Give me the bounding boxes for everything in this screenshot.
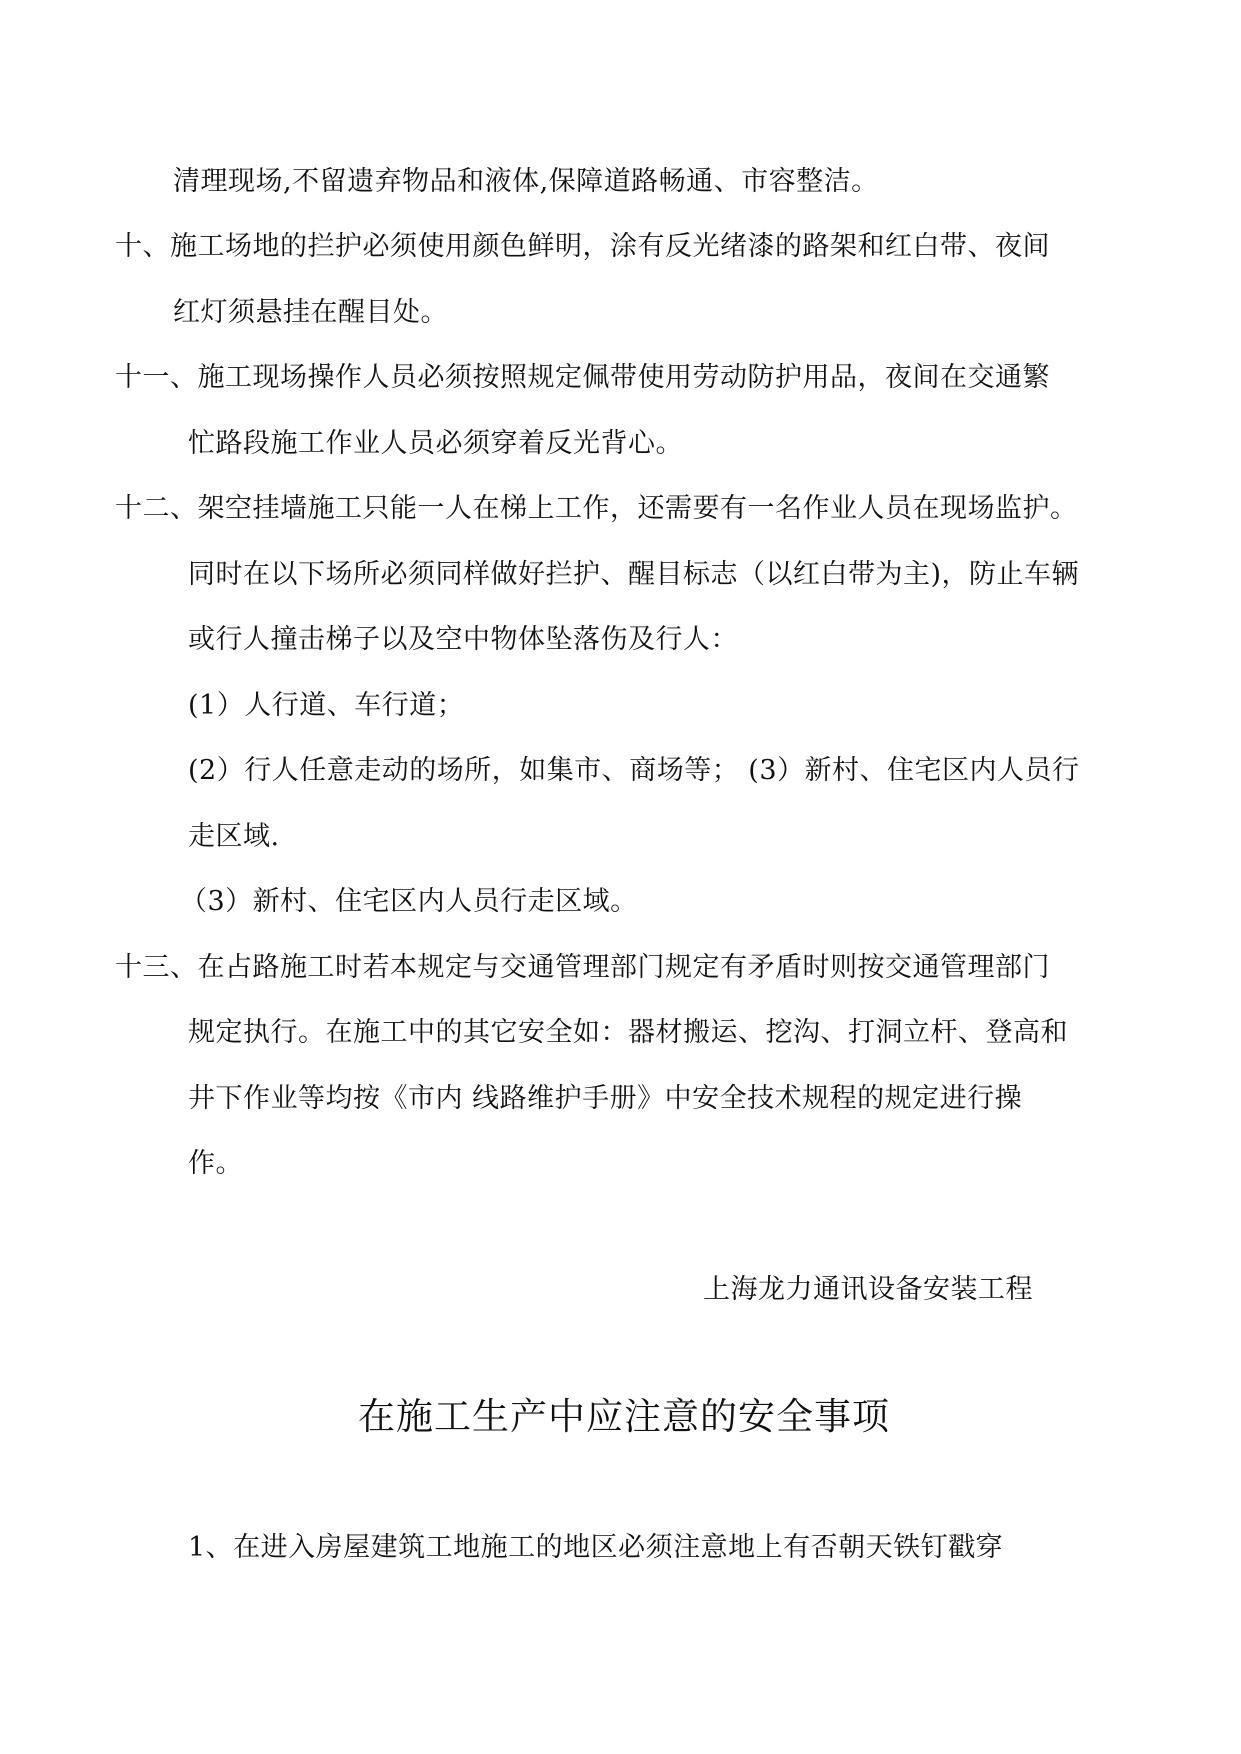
paragraph-line: 或行人撞击梯子以及空中物体坠落伤及行人： bbox=[188, 624, 738, 655]
paragraph-line: 走区域. bbox=[188, 821, 280, 852]
paragraph-line: 红灯须悬挂在醒目处。 bbox=[173, 297, 448, 328]
paragraph-line: (1）人行道、车行道； bbox=[188, 690, 465, 721]
paragraph-line: 1、在进入房屋建筑工地施工的地区必须注意地上有否朝天铁钉戳穿 bbox=[188, 1532, 1004, 1563]
paragraph-line: 清理现场,不留遗弃物品和液体,保障道路畅通、市容整洁。 bbox=[173, 166, 879, 197]
paragraph-line: （3）新村、住宅区内人员行走区域。 bbox=[180, 886, 638, 917]
signature: 上海龙力通讯设备安装工程 bbox=[703, 1274, 1033, 1305]
section-title: 在施工生产中应注意的安全事项 bbox=[358, 1395, 890, 1438]
paragraph-line: 十二、架空挂墙施工只能一人在梯上工作，还需要有一名作业人员在现场监护。 bbox=[115, 493, 1078, 524]
paragraph-line: 规定执行。在施工中的其它安全如：器材搬运、挖沟、打洞立杆、登高和 bbox=[188, 1017, 1068, 1048]
paragraph-line: (2）行人任意走动的场所，如集市、商场等； (3）新村、住宅区内人员行 bbox=[188, 755, 1080, 786]
paragraph-line: 作。 bbox=[188, 1148, 243, 1179]
paragraph-line: 十三、在占路施工时若本规定与交通管理部门规定有矛盾时则按交通管理部门 bbox=[115, 952, 1050, 983]
paragraph-line: 十一、施工现场操作人员必须按照规定佩带使用劳动防护用品，夜间在交通繁 bbox=[115, 362, 1050, 393]
paragraph-line: 十、施工场地的拦护必须使用颜色鲜明，涂有反光绪漆的路架和红白带、夜间 bbox=[115, 231, 1050, 262]
paragraph-line: 井下作业等均按《市内 线路维护手册》中安全技术规程的规定进行操 bbox=[188, 1083, 1023, 1114]
paragraph-line: 忙路段施工作业人员必须穿着反光背心。 bbox=[188, 428, 683, 459]
paragraph-line: 同时在以下场所必须同样做好拦护、醒目标志（以红白带为主)，防止车辆 bbox=[188, 559, 1080, 590]
